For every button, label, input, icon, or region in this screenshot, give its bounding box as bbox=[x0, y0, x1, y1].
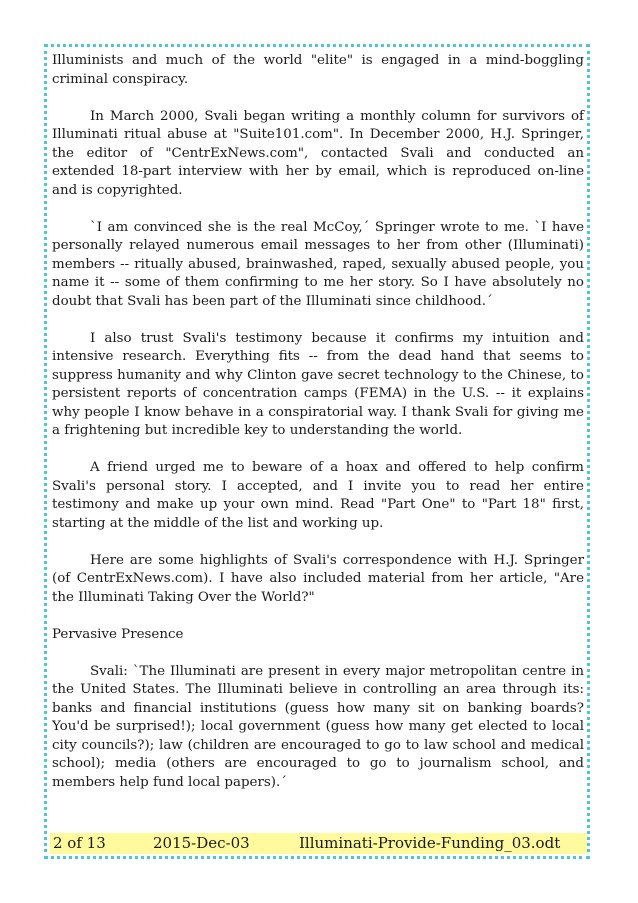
section-heading: Pervasive Presence bbox=[52, 626, 184, 642]
paragraph-4: I also trust Svali's testimony because it confirms my intuition and intensive research. Everything fits -- from the dead hand that seems to suppress humanity and why Clinton gave secret technology to the Chinese, to persistent reports of concentration camps (FEMA) in the U.S. -- it explains why people I know behave in a conspiratorial way. I thank Svali for giving me a frightening but incredible key to understanding the world. bbox=[52, 330, 584, 438]
page-footer bbox=[50, 833, 587, 854]
footer-page-number: 2 of 13 bbox=[53, 834, 106, 852]
footer-date: 2015-Dec-03 bbox=[153, 834, 250, 852]
paragraph-3: `I am convinced she is the real McCoy,´ Springer wrote to me. `I have personally relayed numerous email messages to her from other (Illuminati) members -- ritually abused, brainwashed, raped, sexually abused people, you name it -- some of them confirming to me her story. So I have absolutely no doubt that Svali has been part of the Illuminati since childhood.´ bbox=[52, 219, 584, 309]
section-paragraph: Svali: `The Illuminati are present in every major metropolitan centre in the United States. The Illuminati believe in controlling an area through its: banks and financial institutions (guess how many sit on banking boards? You'd be surprised!); local government (guess how many get elected to local city councils?); law (children are encouraged to go to law school and medical school); media (others are encouraged to go to journalism school, and members help fund local papers).´ bbox=[52, 663, 584, 790]
document-body bbox=[52, 52, 584, 811]
footer-filename: Illuminati-Provide-Funding_03.odt bbox=[299, 834, 561, 852]
paragraph-5: A friend urged me to beware of a hoax and offered to help confirm Svali's personal story. I accepted, and I invite you to read her entire testimony and make up your own mind. Read "Part One" to "Part 18" first, starting at the middle of the list and working up. bbox=[52, 460, 584, 531]
paragraph-2: In March 2000, Svali began writing a monthly column for survivors of Illuminati ritual abuse at "Suite101.com". In December 2000, H.J. Springer, the editor of "CentrExNews.com", contacted Svali and conducted an extended 18-part interview with her by email, which is reproduced on-line and is copyrighted. bbox=[52, 108, 584, 198]
paragraph-1: Illuminists and much of the world "elite" is engaged in a mind-boggling criminal conspiracy. bbox=[52, 53, 584, 87]
paragraph-6: Here are some highlights of Svali's correspondence with H.J. Springer (of CentrExNews.com). I have also included material from her article, "Are the Illuminati Taking Over the World?" bbox=[52, 552, 584, 605]
